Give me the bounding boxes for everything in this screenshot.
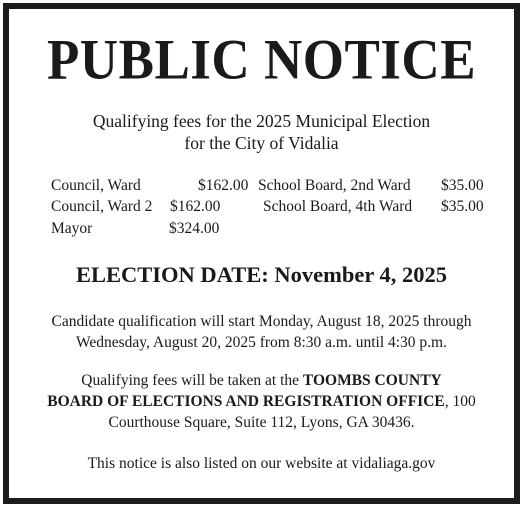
location-office-name: BOARD OF ELECTIONS AND REGISTRATION OFFICE (47, 393, 445, 410)
qualification-line-1: Candidate qualification will start Monday, August 18, 2025 through (51, 313, 472, 330)
website-notice: This notice is also listed on our website at vidaliaga.gov (87, 455, 436, 472)
fee-office-mayor: Mayor (51, 220, 93, 237)
subtitle-line-1: Qualifying fees for the 2025 Municipal Election (92, 111, 431, 131)
qualification-period (0, 311, 523, 353)
notice-subtitle (0, 110, 523, 154)
qualification-location (0, 370, 523, 433)
fee-office-council-ward-2: Council, Ward 2 (51, 198, 153, 215)
location-line-1-prefix: Qualifying fees will be taken at the (81, 372, 303, 389)
fee-amount-school-board-2nd-ward: $35.00 (441, 177, 484, 194)
location-line-2-suffix: , 100 (444, 393, 476, 410)
subtitle-line-2: for the City of Vidalia (184, 133, 339, 153)
fee-amount-school-board-4th-ward: $35.00 (441, 198, 484, 215)
location-line-2 (0, 391, 523, 412)
location-county-name: TOOMBS COUNTY (302, 372, 442, 389)
qualification-line-2: Wednesday, August 20, 2025 from 8:30 a.m. until 4:30 p.m. (75, 334, 447, 351)
fee-office-council-ward: Council, Ward (51, 177, 141, 194)
location-line-3: Courthouse Square, Suite 112, Lyons, GA 30436. (108, 414, 415, 431)
fee-office-school-board-4th-ward: School Board, 4th Ward (263, 198, 413, 215)
fee-office-school-board-2nd-ward: School Board, 2nd Ward (258, 177, 411, 194)
notice-title: PUBLIC NOTICE (46, 28, 477, 92)
fee-amount-council-ward-2: $162.00 (170, 198, 221, 215)
location-line-1 (0, 370, 523, 391)
fee-amount-mayor: $324.00 (169, 220, 220, 237)
election-date: ELECTION DATE: November 4, 2025 (75, 262, 448, 287)
fee-amount-council-ward: $162.00 (198, 177, 249, 194)
